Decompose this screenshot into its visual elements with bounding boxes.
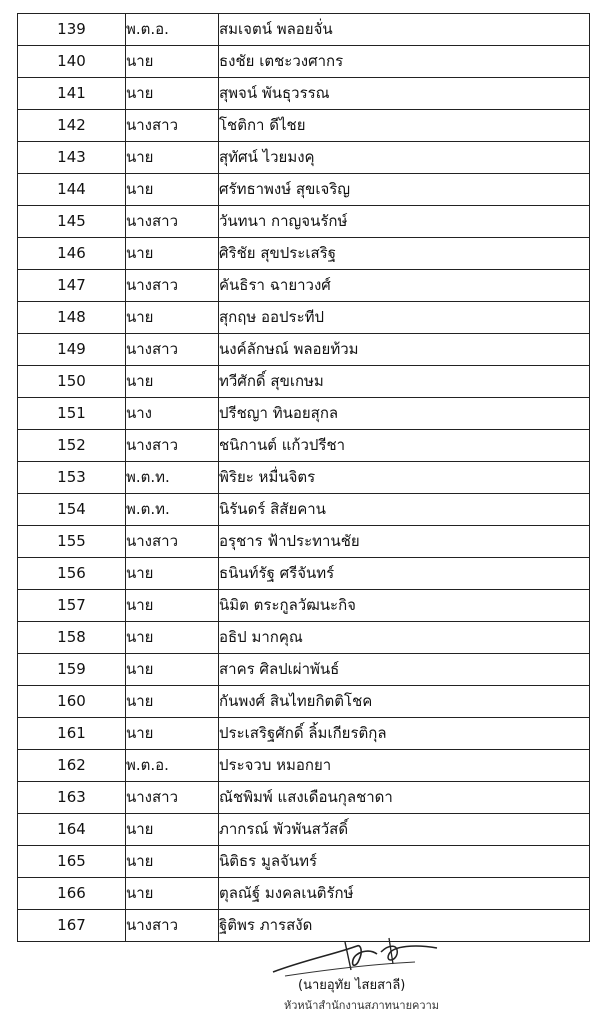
row-full-name: สมเจตน์ พลอยจั่น — [219, 14, 590, 46]
row-full-name: นิติธร มูลจันทร์ — [219, 846, 590, 878]
table-row — [18, 782, 590, 814]
table-row — [18, 366, 590, 398]
row-title: พ.ต.ท. — [126, 494, 219, 526]
row-full-name: พิริยะ หมื่นจิตร — [219, 462, 590, 494]
row-full-name: สุทัศน์ ไวยมงคุ — [219, 142, 590, 174]
table-row — [18, 206, 590, 238]
row-full-name: ตุลณัฐ์ มงคลเนติรักษ์ — [219, 878, 590, 910]
row-title: นาย — [126, 238, 219, 270]
row-number: 142 — [18, 110, 126, 142]
row-title: นาย — [126, 878, 219, 910]
row-title: นางสาว — [126, 430, 219, 462]
row-title: พ.ต.อ. — [126, 14, 219, 46]
table-row — [18, 686, 590, 718]
row-title: นางสาว — [126, 782, 219, 814]
table-row — [18, 846, 590, 878]
row-number: 158 — [18, 622, 126, 654]
row-title: นางสาว — [126, 110, 219, 142]
table-row — [18, 270, 590, 302]
row-full-name: วันทนา กาญจนรักษ์ — [219, 206, 590, 238]
table-row — [18, 302, 590, 334]
row-number: 162 — [18, 750, 126, 782]
row-full-name: โชติกา ดีไชย — [219, 110, 590, 142]
row-title: นางสาว — [126, 910, 219, 942]
row-title: พ.ต.อ. — [126, 750, 219, 782]
row-full-name: นิมิต ตระกูลวัฒนะกิจ — [219, 590, 590, 622]
row-number: 167 — [18, 910, 126, 942]
table-row — [18, 494, 590, 526]
table-row — [18, 238, 590, 270]
row-number: 163 — [18, 782, 126, 814]
table-row — [18, 430, 590, 462]
table-row — [18, 110, 590, 142]
row-number: 157 — [18, 590, 126, 622]
row-full-name: ศิริชัย สุขประเสริฐ — [219, 238, 590, 270]
row-title: นาย — [126, 78, 219, 110]
row-number: 139 — [18, 14, 126, 46]
row-title: นาง — [126, 398, 219, 430]
table-row — [18, 14, 590, 46]
row-title: นาย — [126, 590, 219, 622]
row-number: 160 — [18, 686, 126, 718]
row-full-name: นงค์ลักษณ์ พลอยท้วม — [219, 334, 590, 366]
table-row — [18, 46, 590, 78]
row-number: 154 — [18, 494, 126, 526]
table-row — [18, 654, 590, 686]
table-row — [18, 718, 590, 750]
row-number: 156 — [18, 558, 126, 590]
row-full-name: ธนินท์รัฐ ศรีจันทร์ — [219, 558, 590, 590]
row-full-name: ณัชพิมพ์ แสงเดือนกุลชาดา — [219, 782, 590, 814]
row-number: 146 — [18, 238, 126, 270]
row-full-name: ประเสริฐศักดิ์ ลิ้มเกียรติกุล — [219, 718, 590, 750]
row-number: 145 — [18, 206, 126, 238]
row-title: นาย — [126, 686, 219, 718]
row-full-name: ประจวบ หมอกยา — [219, 750, 590, 782]
row-title: นาย — [126, 814, 219, 846]
row-full-name: ฐิติพร ภารสงัด — [219, 910, 590, 942]
row-title: พ.ต.ท. — [126, 462, 219, 494]
table-row — [18, 622, 590, 654]
row-full-name: นิรันดร์ สิสัยคาน — [219, 494, 590, 526]
table-row — [18, 398, 590, 430]
row-number: 153 — [18, 462, 126, 494]
row-full-name: สาคร ศิลปเผ่าพันธ์ — [219, 654, 590, 686]
row-full-name: ธงชัย เตชะวงศากร — [219, 46, 590, 78]
row-title: นาย — [126, 142, 219, 174]
row-number: 149 — [18, 334, 126, 366]
row-number: 165 — [18, 846, 126, 878]
row-number: 166 — [18, 878, 126, 910]
row-number: 147 — [18, 270, 126, 302]
row-title: นางสาว — [126, 270, 219, 302]
row-full-name: สุกฤษ ออประทีป — [219, 302, 590, 334]
row-full-name: ชนิกานต์ แก้วปรีชา — [219, 430, 590, 462]
row-full-name: กันพงศ์ สินไทยกิตติโชค — [219, 686, 590, 718]
table-row — [18, 590, 590, 622]
row-number: 155 — [18, 526, 126, 558]
row-full-name: ภากรณ์ พัวพันสวัสดิ์ — [219, 814, 590, 846]
row-full-name: อรุชาร ฟ้าประทานชัย — [219, 526, 590, 558]
table-row — [18, 78, 590, 110]
table-row — [18, 814, 590, 846]
row-title: นาย — [126, 558, 219, 590]
row-number: 164 — [18, 814, 126, 846]
row-number: 143 — [18, 142, 126, 174]
row-title: นางสาว — [126, 526, 219, 558]
row-title: นาย — [126, 846, 219, 878]
table-row — [18, 558, 590, 590]
row-number: 141 — [18, 78, 126, 110]
row-title: นางสาว — [126, 206, 219, 238]
table-row — [18, 462, 590, 494]
signatory-name: (นายอุทัย ไสยสาลี) — [298, 978, 406, 993]
row-title: นาย — [126, 654, 219, 686]
table-row — [18, 526, 590, 558]
signatory-position: หัวหน้าสำนักงานสภาทนายความ — [284, 999, 440, 1012]
row-number: 152 — [18, 430, 126, 462]
table-row — [18, 878, 590, 910]
row-title: นาย — [126, 302, 219, 334]
row-full-name: สุพจน์ พันธุวรรณ — [219, 78, 590, 110]
row-number: 148 — [18, 302, 126, 334]
row-title: นาย — [126, 46, 219, 78]
row-full-name: ศรัทธาพงษ์ สุขเจริญ — [219, 174, 590, 206]
name-list-body — [18, 14, 590, 942]
row-full-name: อธิป มากคุณ — [219, 622, 590, 654]
row-title: นาย — [126, 174, 219, 206]
table-row — [18, 334, 590, 366]
name-list-table — [17, 13, 590, 942]
row-number: 150 — [18, 366, 126, 398]
row-full-name: คันธิรา ฉายาวงศ์ — [219, 270, 590, 302]
table-row — [18, 174, 590, 206]
row-number: 159 — [18, 654, 126, 686]
row-number: 161 — [18, 718, 126, 750]
row-full-name: ทวีศักดิ์ สุขเกษม — [219, 366, 590, 398]
row-title: นาย — [126, 366, 219, 398]
row-title: นางสาว — [126, 334, 219, 366]
row-title: นาย — [126, 622, 219, 654]
table-row — [18, 750, 590, 782]
row-number: 151 — [18, 398, 126, 430]
table-row — [18, 142, 590, 174]
row-title: นาย — [126, 718, 219, 750]
row-full-name: ปรีชญา ทินอยสุกล — [219, 398, 590, 430]
row-number: 140 — [18, 46, 126, 78]
row-number: 144 — [18, 174, 126, 206]
